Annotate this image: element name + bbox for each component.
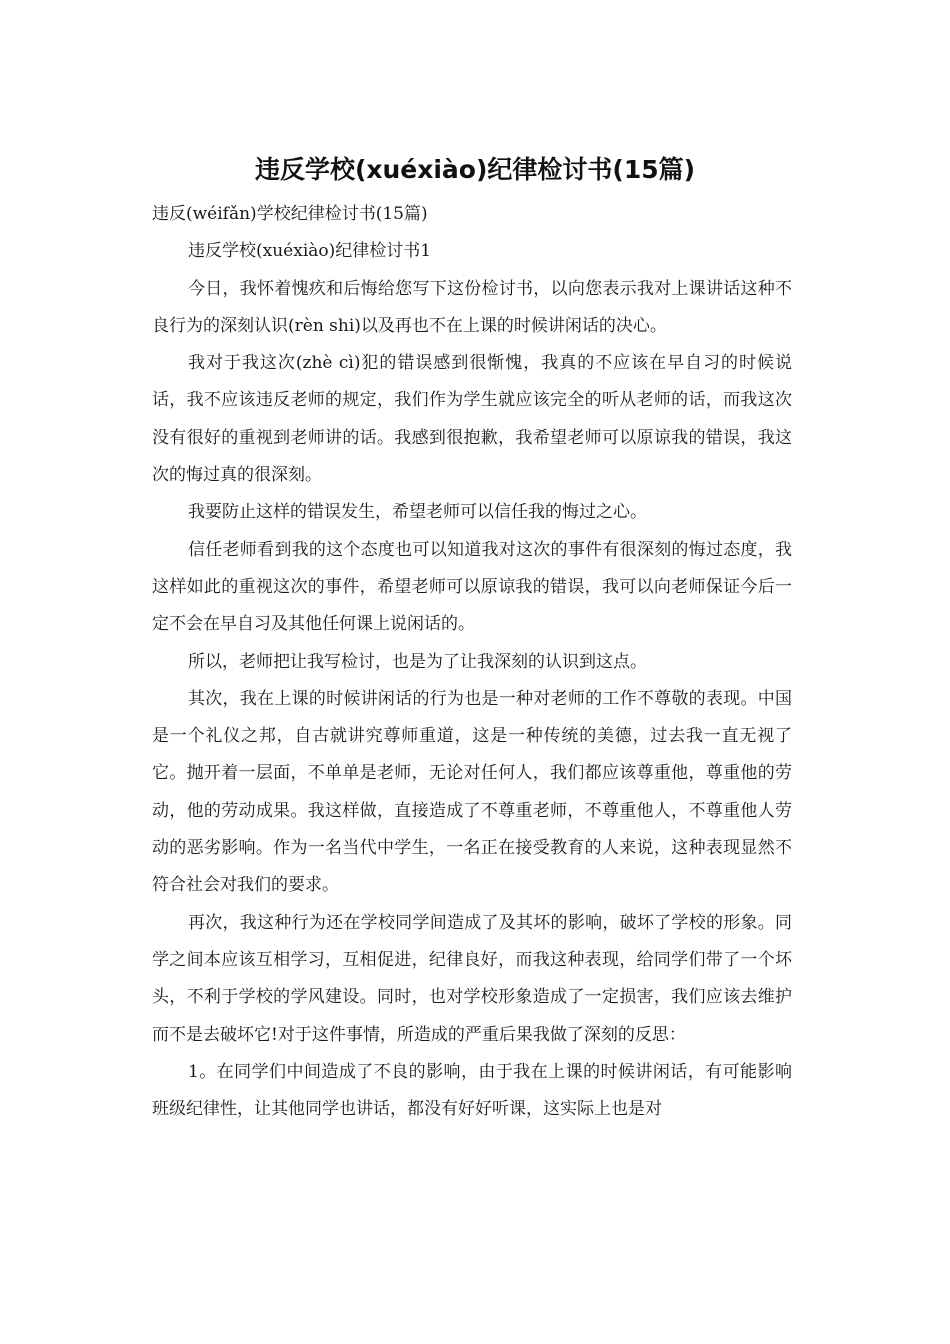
document-subtitle: 违反(wéifǎn)学校纪律检讨书(15篇) [152, 204, 428, 224]
paragraph: 再次，我这种行为还在学校同学间造成了及其坏的影响，破坏了学校的形象。同学之间本应该互相学习，互相促进，纪律良好，而我这种表现，给同学们带了一个坏头，不利于学校的学风建设。同时，也对学校形象造成了一定损害，我们应该去维护而不是去破坏它!对于这件事情，所造成的严重后果我做了深刻的反思： [152, 912, 792, 1045]
document-body [152, 196, 792, 1128]
paragraph: 所以，老师把让我写检讨，也是为了让我深刻的认识到这点。 [188, 651, 647, 672]
paragraph: 信任老师看到我的这个态度也可以知道我对这次的事件有很深刻的悔过态度，我这样如此的重视这次的事件，希望老师可以原谅我的错误，我可以向老师保证今后一定不会在早自习及其他任何课上说闲话的。 [152, 539, 792, 635]
paragraph: 我要防止这样的错误发生，希望老师可以信任我的悔过之心。 [188, 502, 647, 523]
paragraph: 1。在同学们中间造成了不良的影响，由于我在上课的时候讲闲话，有可能影响班级纪律性，让其他同学也讲话，都没有好好听课，这实际上也是对 [152, 1061, 792, 1120]
section-heading: 违反学校(xuéxiào)纪律检讨书1 [188, 241, 432, 262]
paragraph: 我对于我这次(zhè cì)犯的错误感到很惭愧，我真的不应该在早自习的时候说话，我不应该违反老师的规定，我们作为学生就应该完全的听从老师的话，而我这次没有很好的重视到老师讲的话。我感到很抱歉，我希望老师可以原谅我的错误，我这次的悔过真的很深刻。 [152, 353, 792, 486]
document-title: 违反学校(xuéxiào)纪律检讨书(15篇) [254, 155, 696, 184]
paragraph: 今日，我怀着愧疚和后悔给您写下这份检讨书，以向您表示我对上课讲话这种不良行为的深刻认识(rèn shi)以及再也不在上课的时候讲闲话的决心。 [152, 278, 792, 336]
paragraph: 其次，我在上课的时候讲闲话的行为也是一种对老师的工作不尊敬的表现。中国是一个礼仪之邦，自古就讲究尊师重道，这是一种传统的美德，过去我一直无视了它。抛开着一层面，不单单是老师，无论对任何人，我们都应该尊重他，尊重他的劳动，他的劳动成果。我这样做，直接造成了不尊重老师，不尊重他人，不尊重他人劳动的恶劣影响。作为一名当代中学生，一名正在接受教育的人来说，这种表现显然不符合社会对我们的要求。 [152, 688, 792, 896]
